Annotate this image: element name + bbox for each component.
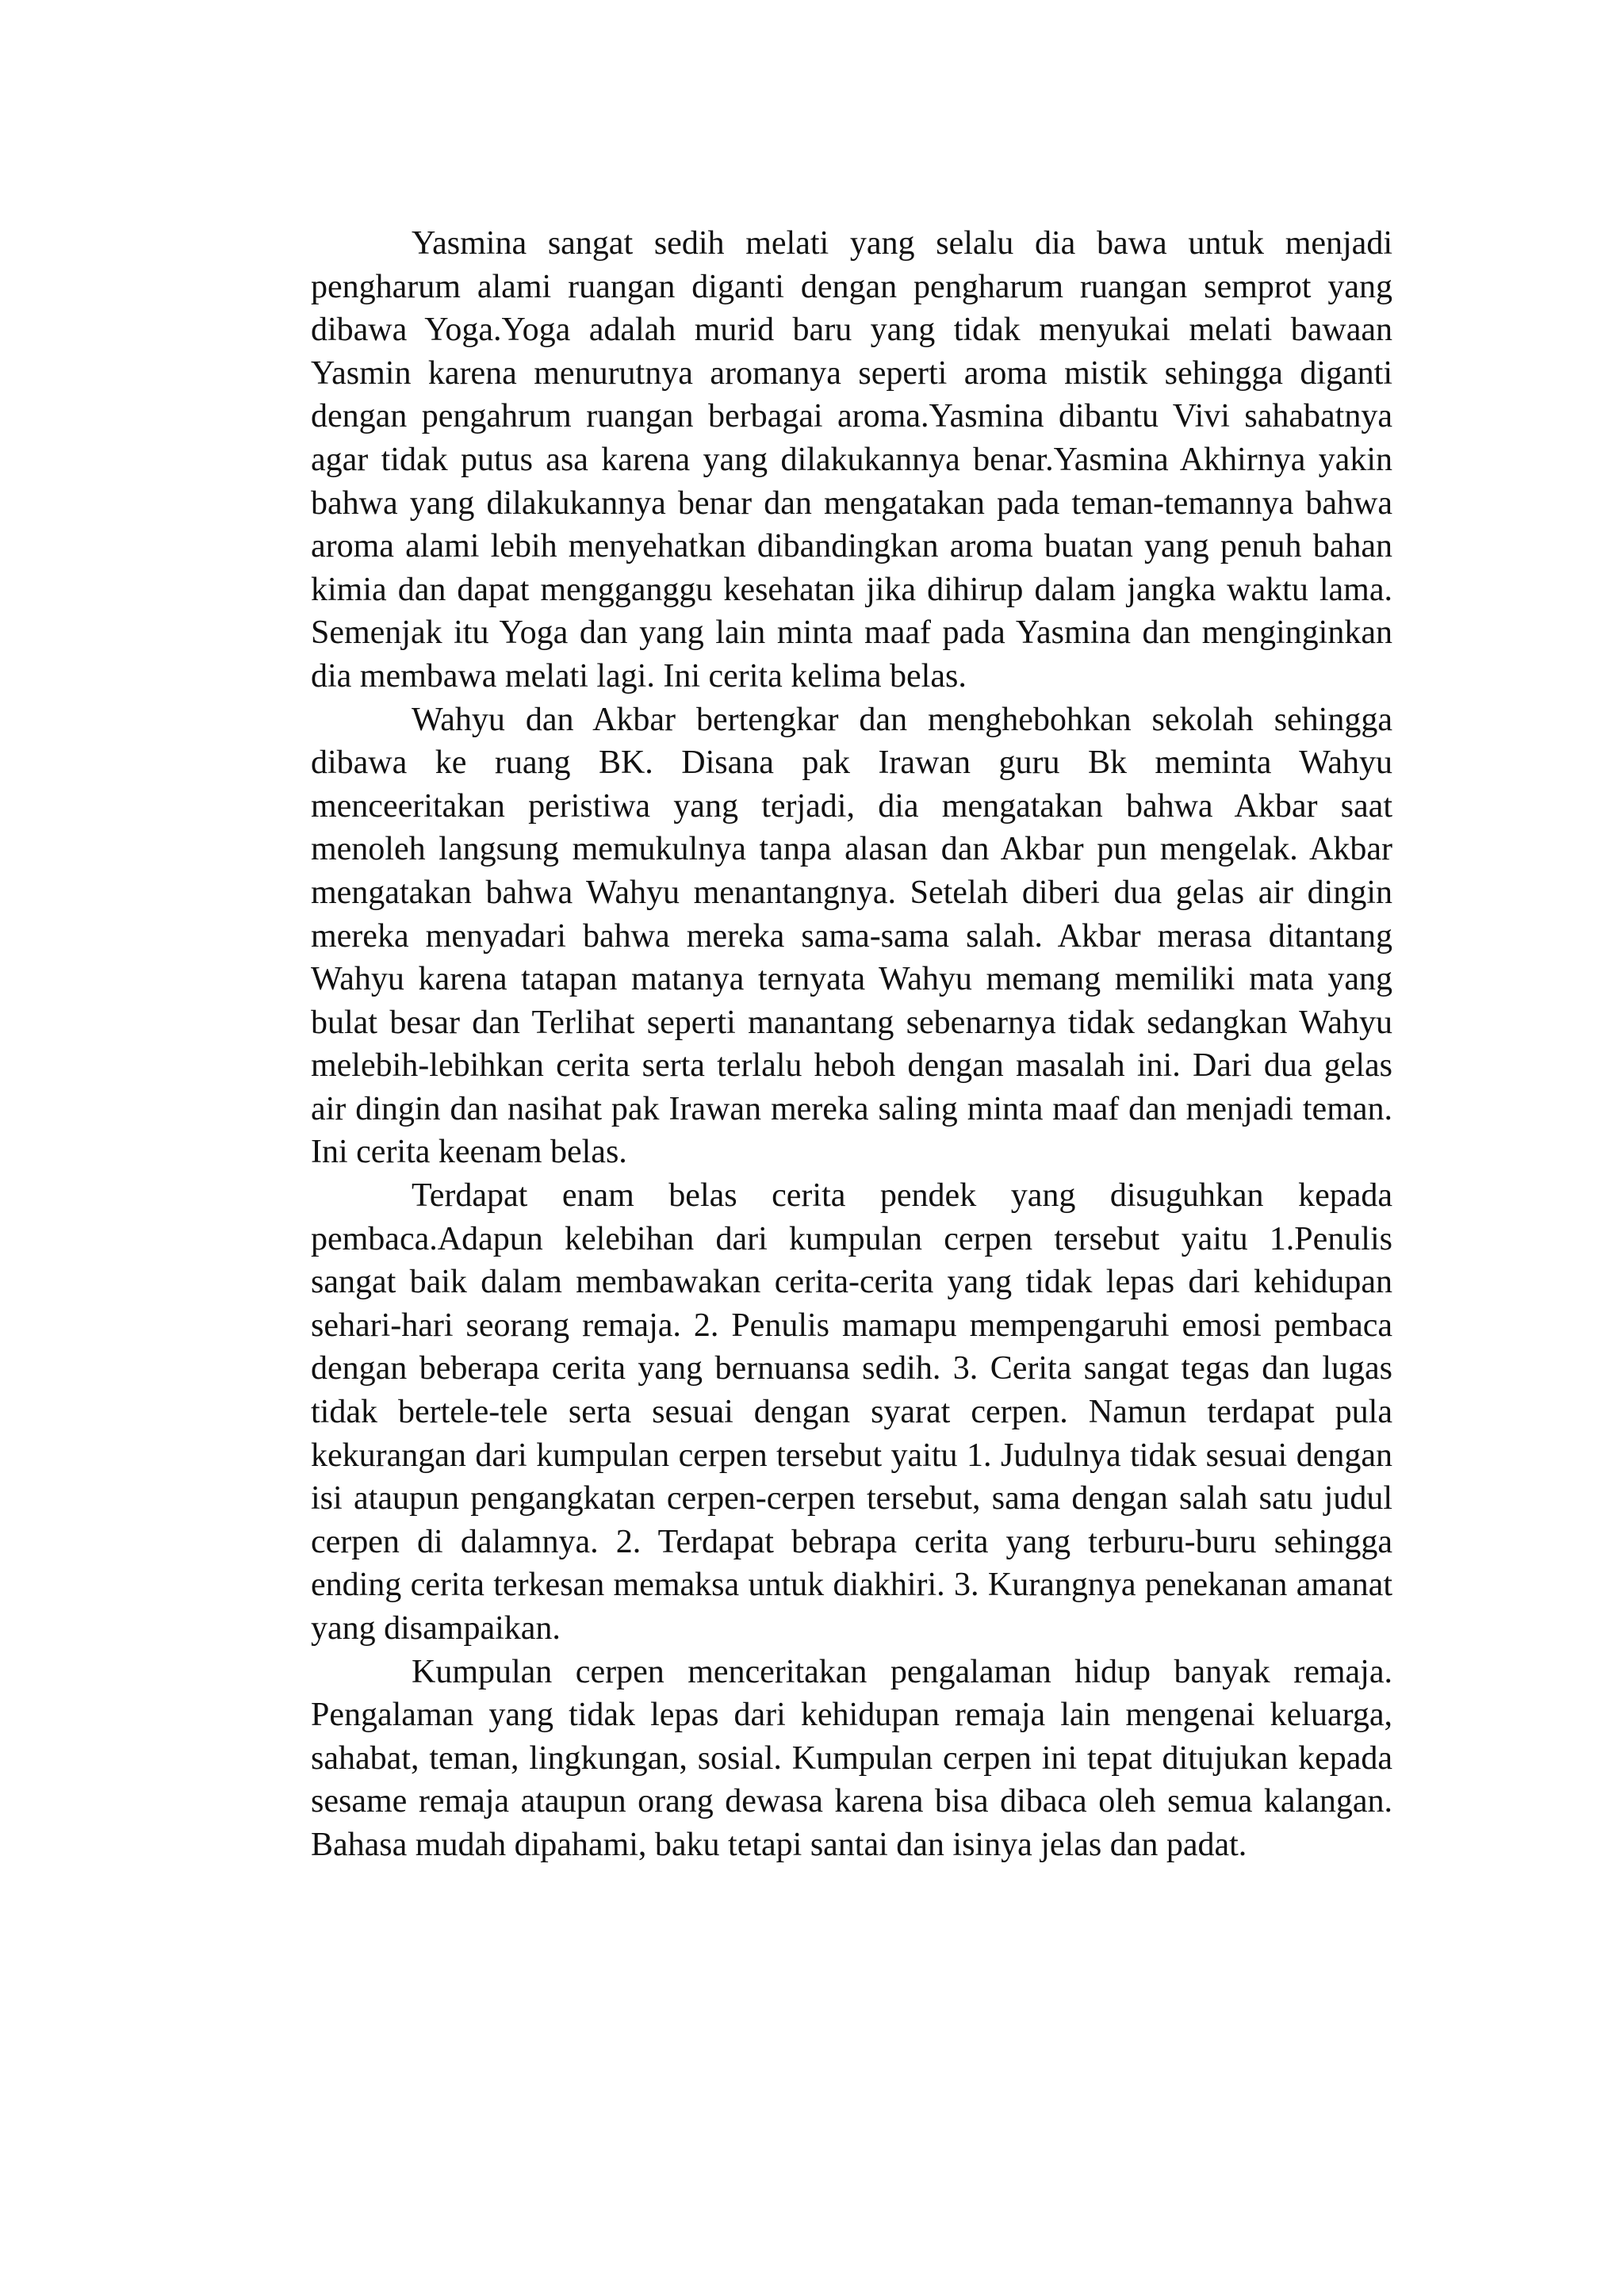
paragraph-1: Yasmina sangat sedih melati yang selalu dia bawa untuk menjadi pengharum alami ruangan diganti dengan pengharum ruangan semprot yang dibawa Yoga.Yoga adalah murid baru yang tidak menyukai melati bawaan Yasmin karena menurutnya aromanya seperti aroma mistik sehingga diganti dengan pengahrum ruangan berbagai aroma.Yasmina dibantu Vivi sahabatnya agar tidak putus asa karena yang dilakukannya benar.Yasmina Akhirnya yakin bahwa yang dilakukannya benar dan mengatakan pada teman-temannya bahwa aroma alami lebih menyehatkan dibandingkan aroma buatan yang penuh bahan kimia dan dapat mengganggu kesehatan jika dihirup dalam jangka waktu lama. Semenjak itu Yoga dan yang lain minta maaf pada Yasmina dan menginginkan dia membawa melati lagi. Ini cerita kelima belas. [311,225,1392,695]
paragraph-4: Kumpulan cerpen menceritakan pengalaman hidup banyak remaja. Pengalaman yang tidak lepas dari kehidupan remaja lain mengenai keluarga, sahabat, teman, lingkungan, sosial. Kumpulan cerpen ini tepat ditujukan kepada sesame remaja ataupun orang dewasa karena bisa dibaca oleh semua kalangan. Bahasa mudah dipahami, baku tetapi santai dan isinya jelas dan padat. [311,1653,1392,1863]
body-text [311,222,1392,1867]
paragraph-3: Terdapat enam belas cerita pendek yang disuguhkan kepada pembaca.Adapun kelebihan dari kumpulan cerpen tersebut yaitu 1.Penulis sangat baik dalam membawakan cerita-cerita yang tidak lepas dari kehidupan sehari-hari seorang remaja. 2. Penulis mamapu mempengaruhi emosi pembaca dengan beberapa cerita yang bernuansa sedih. 3. Cerita sangat tegas dan lugas tidak bertele-tele serta sesuai dengan syarat cerpen. Namun terdapat pula kekurangan dari kumpulan cerpen tersebut yaitu 1. Judulnya tidak sesuai dengan isi ataupun pengangkatan cerpen-cerpen tersebut, sama dengan salah satu judul cerpen di dalamnya. 2. Terdapat bebrapa cerita yang terburu-buru sehingga ending cerita terkesan memaksa untuk diakhiri. 3. Kurangnya penekanan amanat yang disampaikan. [311,1177,1392,1647]
paragraph-2: Wahyu dan Akbar bertengkar dan menghebohkan sekolah sehingga dibawa ke ruang BK. Disana pak Irawan guru Bk meminta Wahyu menceeritakan peristiwa yang terjadi, dia mengatakan bahwa Akbar saat menoleh langsung memukulnya tanpa alasan dan Akbar pun mengelak. Akbar mengatakan bahwa Wahyu menantangnya. Setelah diberi dua gelas air dingin mereka menyadari bahwa mereka sama-sama salah. Akbar merasa ditantang Wahyu karena tatapan matanya ternyata Wahyu memang memiliki mata yang bulat besar dan Terlihat seperti manantang sebenarnya tidak sedangkan Wahyu melebih-lebihkan cerita serta terlalu heboh dengan masalah ini. Dari dua gelas air dingin dan nasihat pak Irawan mereka saling minta maaf dan menjadi teman. Ini cerita keenam belas. [311,701,1392,1171]
